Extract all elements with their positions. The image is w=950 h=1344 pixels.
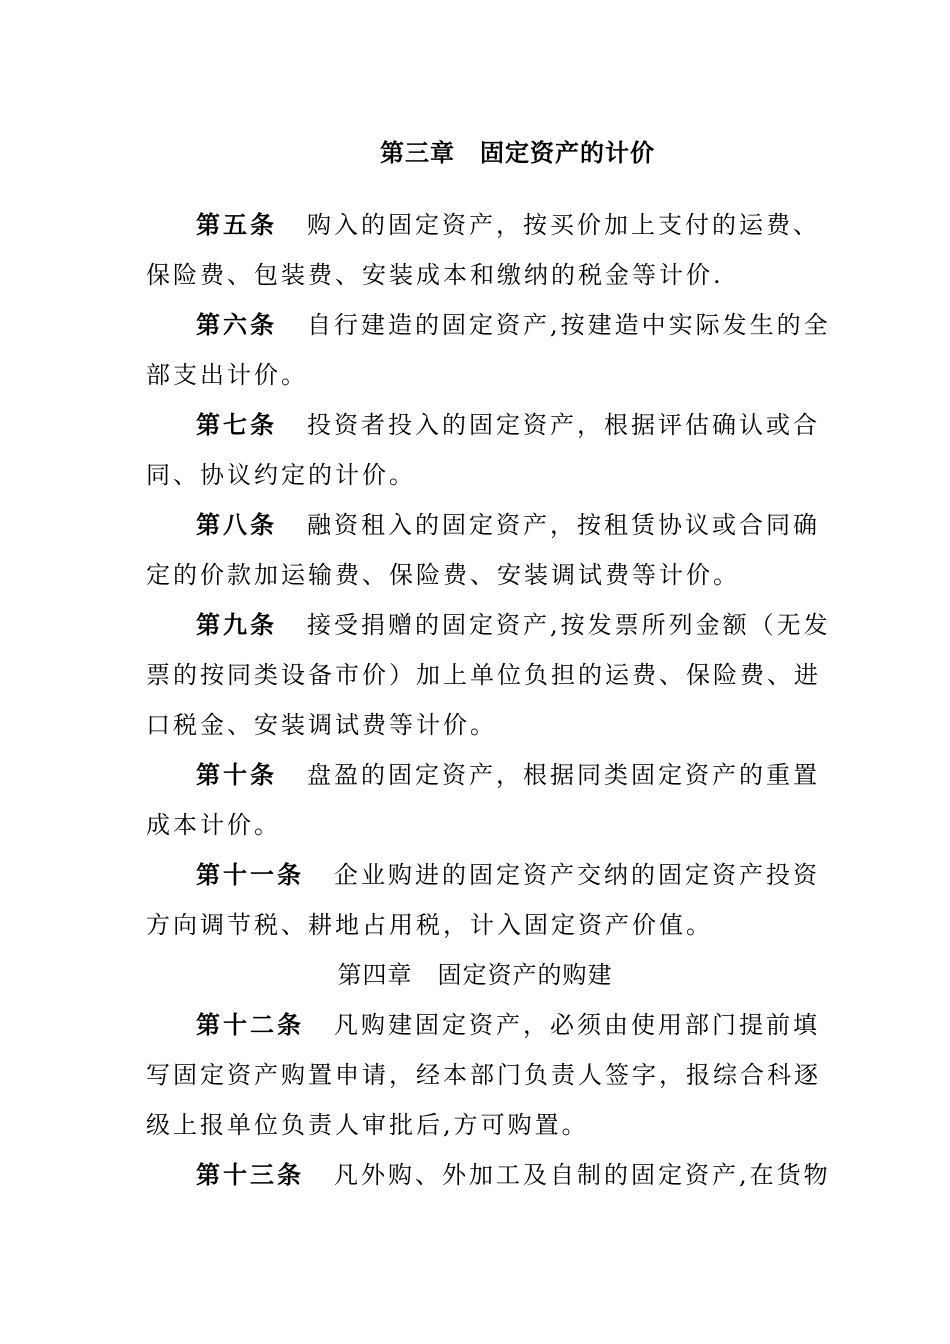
article-11-line-1: 第十一条 企业购进的固定资产交纳的固定资产投资	[196, 860, 820, 889]
article-12-line-1: 第十二条 凡购建固定资产，必须由使用部门提前填	[196, 1010, 820, 1039]
article-7-line-1: 第七条 投资者投入的固定资产，根据评估确认或合	[196, 410, 820, 439]
article-9-number: 第九条	[196, 610, 277, 639]
article-13-number: 第十三条	[196, 1160, 304, 1189]
article-6-line-1: 第六条 自行建造的固定资产,按建造中实际发生的全	[196, 310, 831, 339]
article-6-line-2: 部支出计价。	[146, 361, 308, 389]
article-13-line-1: 第十三条 凡外购、外加工及自制的固定资产,在货物	[196, 1160, 831, 1189]
article-6-number: 第六条	[196, 310, 277, 339]
article-11-line-2: 方向调节税、耕地占用税，计入固定资产价值。	[146, 911, 713, 939]
article-9-line-2: 票的按同类设备市价）加上单位负担的运费、保险费、进	[146, 661, 821, 689]
article-11-number: 第十一条	[196, 860, 304, 889]
article-10-line-2: 成本计价。	[146, 811, 281, 839]
article-12-number: 第十二条	[196, 1010, 304, 1039]
article-10-number: 第十条	[196, 760, 277, 789]
article-9-line-3: 口税金、安装调试费等计价。	[146, 711, 497, 739]
article-5-number: 第五条	[196, 210, 277, 239]
article-5-line-1: 第五条 购入的固定资产，按买价加上支付的运费、	[196, 210, 820, 239]
article-12-line-3: 级上报单位负责人审批后,方可购置。	[146, 1111, 589, 1139]
article-5-line-2: 保险费、包装费、安装成本和缴纳的税金等计价.	[146, 261, 724, 289]
article-8-line-2: 定的价款加运输费、保险费、安装调试费等计价。	[146, 561, 740, 589]
article-9-line-1: 第九条 接受捐赠的固定资产,按发票所列金额（无发	[196, 610, 831, 639]
article-10-line-1: 第十条 盘盈的固定资产，根据同类固定资产的重置	[196, 760, 820, 789]
article-8-number: 第八条	[196, 510, 277, 539]
chapter-3-title: 第三章 固定资产的计价	[380, 138, 655, 167]
article-7-number: 第七条	[196, 410, 277, 439]
article-7-line-2: 同、协议约定的计价。	[146, 461, 416, 489]
article-8-line-1: 第八条 融资租入的固定资产，按租赁协议或合同确	[196, 510, 820, 539]
article-12-line-2: 写固定资产购置申请，经本部门负责人签字，报综合科逐	[146, 1061, 821, 1089]
chapter-4-title: 第四章 固定资产的购建	[337, 961, 613, 989]
